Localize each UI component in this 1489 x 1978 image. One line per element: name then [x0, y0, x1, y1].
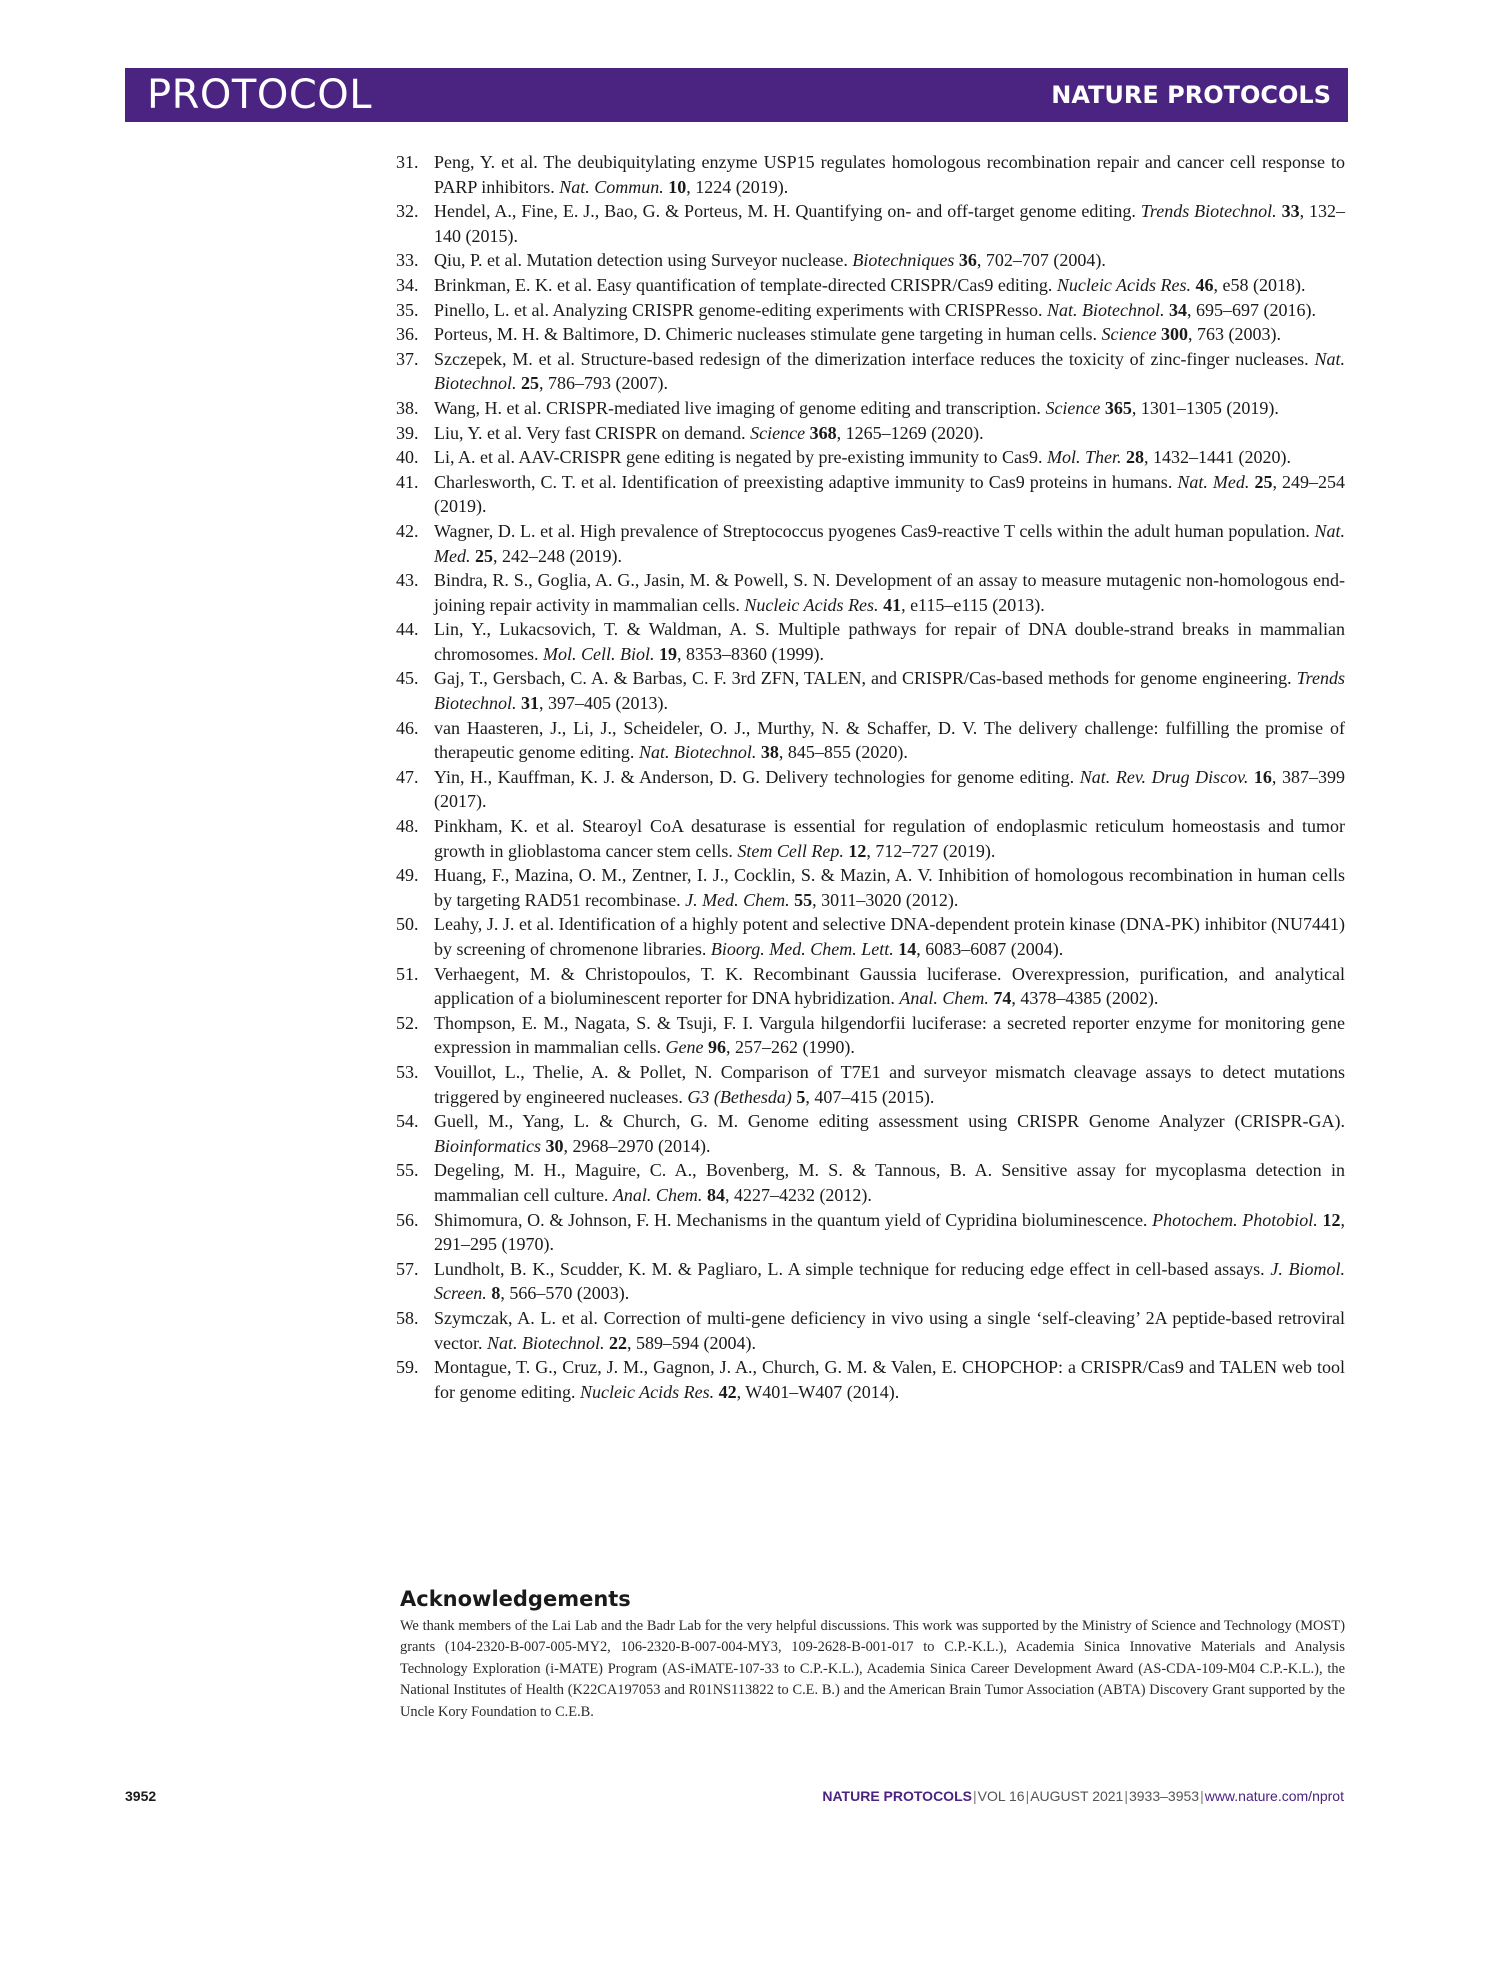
reference-volume: 14: [898, 939, 917, 959]
reference-item: [396, 150, 1345, 199]
reference-text: Peng, Y. et al. The deubiquitylating enzyme USP15 regulates homologous recombination repair and cancer cell response to PARP inhibitors.: [434, 152, 1345, 197]
reference-volume: 33: [1281, 201, 1300, 222]
reference-text: , 249–254 (2019).: [434, 471, 1346, 517]
acknowledgements-heading: Acknowledgements: [400, 1587, 631, 1611]
reference-volume: 365: [1104, 397, 1132, 418]
reference-journal: J. Biomol. Screen.: [434, 1258, 1345, 1304]
reference-list: [396, 150, 1345, 1404]
reference-item: [396, 1158, 1345, 1207]
footer-separator: |: [1200, 1788, 1204, 1804]
reference-journal: Nat. Med.: [434, 520, 1345, 566]
reference-text: Li, A. et al. AAV-CRISPR gene editing is negated by pre-existing immunity to Cas9.: [434, 447, 1047, 468]
reference-volume: 28: [1125, 447, 1144, 468]
reference-journal: Trends Biotechnol.: [1140, 201, 1277, 222]
footer-date: AUGUST 2021: [1030, 1788, 1124, 1804]
reference-text: , 4227–4232 (2012).: [724, 1184, 872, 1205]
reference-journal: Bioorg. Med. Chem. Lett.: [710, 939, 894, 959]
reference-text: Hendel, A., Fine, E. J., Bao, G. & Porteus, M. H. Quantifying on- and off-target genome editing.: [434, 201, 1141, 222]
reference-number: 31.: [396, 152, 419, 172]
reference-number: 53.: [396, 1061, 419, 1082]
reference-text: , e58 (2018).: [1213, 274, 1306, 295]
reference-text: Guell, M., Yang, L. & Church, G. M. Genome editing assessment using CRISPR Genome Analyzer (CRISPR-GA).: [434, 1111, 1345, 1132]
reference-volume: 12: [1322, 1209, 1341, 1230]
reference-text: Gaj, T., Gersbach, C. A. & Barbas, C. F. 3rd ZFN, TALEN, and CRISPR/Cas-based methods for genome engineering.: [434, 668, 1297, 689]
reference-item: [396, 347, 1345, 396]
reference-volume: 8: [491, 1283, 501, 1304]
reference-text: , 589–594 (2004).: [626, 1332, 756, 1353]
reference-text: Shimomura, O. & Johnson, F. H. Mechanisms in the quantum yield of Cypridina bioluminescence.: [434, 1209, 1153, 1230]
reference-text: , 1301–1305 (2019).: [1131, 397, 1279, 418]
reference-journal: Nat. Med.: [1177, 471, 1250, 492]
reference-journal: Nat. Rev. Drug Discov.: [1079, 766, 1249, 787]
reference-item: [396, 322, 1345, 347]
reference-item: [396, 421, 1345, 446]
reference-number: 56.: [396, 1209, 419, 1230]
reference-journal: Nucleic Acids Res.: [744, 594, 879, 615]
reference-text: , 257–262 (1990).: [725, 1037, 855, 1058]
reference-number: 52.: [396, 1012, 419, 1033]
reference-volume: 25: [520, 373, 539, 394]
reference-text: Charlesworth, C. T. et al. Identification of preexisting adaptive immunity to Cas9 proteins in humans.: [434, 471, 1178, 492]
reference-journal: Nat. Biotechnol.: [1046, 299, 1165, 320]
reference-text: Degeling, M. H., Maguire, C. A., Bovenberg, M. S. & Tannous, B. A. Sensitive assay for mycoplasma detection in mammalian cell culture.: [434, 1160, 1345, 1205]
reference-number: 34.: [396, 274, 419, 295]
reference-item: [396, 912, 1345, 961]
reference-number: 37.: [396, 348, 419, 369]
reference-text: Thompson, E. M., Nagata, S. & Tsuji, F. I. Vargula hilgendorfii luciferase: a secreted reporter enzyme for monitoring gene expression in mammalian cells.: [434, 1012, 1345, 1058]
reference-journal: Nat. Biotechnol.: [638, 742, 757, 763]
reference-text: van Haasteren, J., Li, J., Scheideler, O. J., Murthy, N. & Schaffer, D. V. The delivery challenge: fulfilling the promise of therapeutic genome editing.: [434, 717, 1345, 763]
reference-text: , e115–e115 (2013).: [901, 594, 1045, 615]
reference-volume: 31: [520, 693, 539, 714]
reference-volume: 12: [848, 840, 867, 861]
reference-text: Huang, F., Mazina, O. M., Zentner, I. J., Cocklin, S. & Mazin, A. V. Inhibition of homologous recombination in human cells by targeting RAD51 recombinase.: [434, 865, 1345, 910]
reference-journal: Nucleic Acids Res.: [579, 1381, 715, 1402]
reference-number: 40.: [396, 447, 419, 468]
reference-number: 50.: [396, 914, 419, 935]
reference-item: [396, 1208, 1345, 1257]
reference-text: , 786–793 (2007).: [538, 373, 668, 394]
reference-item: [396, 273, 1345, 298]
reference-item: [396, 199, 1345, 248]
reference-journal: Anal. Chem.: [899, 988, 989, 1009]
reference-item: [396, 568, 1345, 617]
reference-volume: 96: [707, 1037, 726, 1058]
reference-number: 42.: [396, 520, 419, 541]
reference-item: [396, 1060, 1345, 1109]
reference-item: [396, 1257, 1345, 1306]
reference-volume: 42: [718, 1381, 737, 1402]
reference-text: , 763 (2003).: [1188, 324, 1281, 345]
reference-text: Wang, H. et al. CRISPR-mediated live imaging of genome editing and transcription.: [434, 397, 1046, 418]
reference-number: 35.: [396, 299, 419, 320]
reference-journal: Gene: [665, 1037, 704, 1058]
reference-number: 39.: [396, 422, 419, 443]
footer-journal: NATURE PROTOCOLS: [822, 1788, 972, 1804]
reference-number: 49.: [396, 865, 419, 886]
page-footer: [0, 1786, 1489, 1806]
reference-item: [396, 248, 1345, 273]
reference-text: Bindra, R. S., Goglia, A. G., Jasin, M. & Powell, S. N. Development of an assay to measure mutagenic non-homologous end-joining repair activity in mammalian cells.: [434, 570, 1345, 615]
reference-number: 46.: [396, 717, 419, 738]
reference-number: 57.: [396, 1258, 419, 1279]
reference-journal: Nucleic Acids Res.: [1056, 274, 1192, 295]
reference-item: [396, 1011, 1345, 1060]
reference-item: [396, 962, 1345, 1011]
reference-text: , 702–707 (2004).: [976, 250, 1106, 271]
footer-citation: [822, 1786, 1344, 1806]
reference-text: , 2968–2970 (2014).: [563, 1135, 711, 1156]
reference-journal: Science: [1101, 324, 1157, 345]
reference-volume: 34: [1168, 299, 1187, 320]
reference-item: [396, 863, 1345, 912]
reference-item: [396, 1355, 1345, 1404]
header-banner: [125, 68, 1348, 122]
reference-number: 58.: [396, 1307, 419, 1328]
reference-item: [396, 1109, 1345, 1158]
reference-journal: Science: [1045, 397, 1101, 418]
footer-url-link[interactable]: www.nature.com/nprot: [1204, 1788, 1344, 1804]
reference-text: , 6083–6087 (2004).: [916, 939, 1064, 959]
reference-item: [396, 396, 1345, 421]
reference-number: 51.: [396, 963, 419, 984]
reference-journal: Mol. Ther.: [1046, 447, 1122, 468]
reference-text: , 8353–8360 (1999).: [676, 643, 824, 664]
reference-text: Qiu, P. et al. Mutation detection using Surveyor nuclease.: [434, 250, 853, 271]
reference-number: 33.: [396, 250, 419, 271]
reference-text: , 3011–3020 (2012).: [812, 889, 959, 910]
reference-item: [396, 716, 1345, 765]
reference-text: , 1265–1269 (2020).: [836, 422, 984, 443]
reference-journal: J. Med. Chem.: [685, 889, 790, 910]
reference-journal: Biotechniques: [852, 250, 955, 271]
reference-item: [396, 765, 1345, 814]
reference-text: , 712–727 (2019).: [866, 840, 996, 861]
reference-item: [396, 617, 1345, 666]
reference-volume: 46: [1195, 274, 1214, 295]
journal-name: NATURE PROTOCOLS: [1051, 81, 1331, 109]
page-number: 3952: [125, 1788, 157, 1804]
reference-number: 48.: [396, 816, 419, 837]
reference-volume: 74: [993, 988, 1012, 1009]
reference-volume: 30: [545, 1135, 564, 1156]
reference-journal: G3 (Bethesda): [687, 1086, 792, 1107]
reference-text: , 1432–1441 (2020).: [1143, 447, 1291, 468]
reference-journal: Science: [750, 422, 806, 443]
reference-number: 45.: [396, 668, 419, 689]
reference-journal: Mol. Cell. Biol.: [542, 643, 655, 664]
reference-volume: 84: [706, 1184, 725, 1205]
footer-separator: |: [1025, 1788, 1030, 1804]
reference-number: 36.: [396, 324, 419, 345]
reference-volume: 300: [1161, 324, 1188, 345]
reference-text: Lin, Y., Lukacsovich, T. & Waldman, A. S. Multiple pathways for repair of DNA double-strand breaks in mammalian chromosomes.: [434, 619, 1345, 664]
reference-volume: 55: [794, 889, 813, 910]
reference-text: , 1224 (2019).: [686, 176, 789, 197]
reference-text: Lundholt, B. K., Scudder, K. M. & Pagliaro, L. A simple technique for reducing edge effect in cell-based assays.: [434, 1258, 1271, 1279]
footer-pages: 3933–3953: [1128, 1788, 1200, 1804]
reference-text: Brinkman, E. K. et al. Easy quantification of template-directed CRISPR/Cas9 editing.: [434, 274, 1057, 295]
reference-number: 43.: [396, 570, 419, 591]
reference-text: Leahy, J. J. et al. Identification of a highly potent and selective DNA-dependent protein kinase (DNA-PK) inhibitor (NU7441) by screening of chromenone libraries.: [434, 914, 1345, 959]
footer-volume: VOL 16: [977, 1788, 1025, 1804]
reference-text: , 242–248 (2019).: [492, 545, 622, 566]
reference-number: 32.: [396, 201, 419, 222]
reference-item: [396, 445, 1345, 470]
reference-text: , 407–415 (2015).: [805, 1086, 935, 1107]
reference-journal: Stem Cell Rep.: [737, 840, 844, 861]
reference-item: [396, 666, 1345, 715]
reference-text: Pinello, L. et al. Analyzing CRISPR genome-editing experiments with CRISPResso.: [434, 299, 1047, 320]
acknowledgements-section: [400, 1585, 1345, 1723]
reference-volume: 22: [608, 1332, 627, 1353]
reference-volume: 25: [474, 545, 493, 566]
reference-text: , 132–140 (2015).: [434, 201, 1346, 246]
reference-text: Verhaegent, M. & Christopoulos, T. K. Recombinant Gaussia luciferase. Overexpression, purification, and analytical application of a bioluminescent reporter for DNA hybridization.: [434, 963, 1345, 1009]
reference-text: , 695–697 (2016).: [1186, 299, 1316, 320]
footer-separator: |: [1124, 1788, 1128, 1804]
reference-volume: 38: [760, 742, 779, 763]
reference-number: 55.: [396, 1160, 419, 1181]
reference-text: , 4378–4385 (2002).: [1011, 988, 1159, 1009]
reference-number: 41.: [396, 471, 419, 492]
reference-journal: Photochem. Photobiol.: [1152, 1209, 1318, 1230]
reference-text: Liu, Y. et al. Very fast CRISPR on demand.: [434, 422, 751, 443]
reference-text: Szymczak, A. L. et al. Correction of multi-gene deficiency in vivo using a single ‘self-cleaving’ 2A peptide-based retroviral vector.: [434, 1307, 1345, 1353]
reference-number: 47.: [396, 766, 419, 787]
reference-volume: 36: [958, 250, 977, 271]
reference-text: , W401–W407 (2014).: [736, 1381, 900, 1402]
reference-item: [396, 298, 1345, 323]
reference-journal: Anal. Chem.: [612, 1184, 703, 1205]
reference-text: Montague, T. G., Cruz, J. M., Gagnon, J. A., Church, G. M. & Valen, E. CHOPCHOP: a CRISPR/Cas9 and TALEN web tool for genome editing.: [434, 1357, 1345, 1402]
reference-text: Yin, H., Kauffman, K. J. & Anderson, D. G. Delivery technologies for genome editing.: [434, 766, 1080, 787]
reference-volume: 25: [1254, 471, 1273, 492]
reference-journal: Trends Biotechnol.: [434, 668, 1345, 714]
reference-number: 44.: [396, 619, 419, 640]
reference-text: Wagner, D. L. et al. High prevalence of Streptococcus pyogenes Cas9-reactive T cells within the adult human population.: [434, 520, 1315, 541]
reference-journal: Nat. Biotechnol.: [434, 348, 1345, 394]
reference-volume: 41: [883, 594, 902, 615]
reference-item: [396, 519, 1345, 568]
reference-item: [396, 814, 1345, 863]
reference-text: , 291–295 (1970).: [434, 1209, 1346, 1255]
reference-text: Vouillot, L., Thelie, A. & Pollet, N. Comparison of T7E1 and surveyor mismatch cleavage assays to detect mutations triggered by engineered nucleases.: [434, 1061, 1345, 1107]
reference-journal: Nat. Commun.: [559, 176, 664, 197]
reference-number: 54.: [396, 1111, 419, 1132]
reference-text: , 397–405 (2013).: [538, 693, 668, 714]
reference-number: 59.: [396, 1357, 419, 1378]
footer-separator: |: [972, 1788, 977, 1804]
reference-journal: Nat. Biotechnol.: [486, 1332, 605, 1353]
reference-text: , 566–570 (2003).: [500, 1283, 630, 1304]
reference-item: [396, 470, 1345, 519]
reference-volume: 16: [1253, 766, 1272, 787]
reference-text: Pinkham, K. et al. Stearoyl CoA desaturase is essential for regulation of endoplasmic reticulum homeostasis and tumor growth in glioblastoma cancer stem cells.: [434, 816, 1345, 861]
reference-text: , 387–399 (2017).: [434, 766, 1346, 812]
reference-journal: Bioinformatics: [434, 1135, 541, 1156]
reference-volume: 5: [796, 1086, 806, 1107]
acknowledgements-text: We thank members of the Lai Lab and the Badr Lab for the very helpful discussions. This work was supported by the Ministry of Science and Technology (MOST) grants (104-2320-B-007-005-MY2, 106-2320-B-007-004-MY3, 109-2628-B-001-017 to C.P.-K.L.), Academia Sinica Innovative Materials and Analysis Technology Exploration (i-MATE) Program (AS-iMATE-107-33 to C.P.-K.L.), Academia Sinica Career Development Award (AS-CDA-109-M04 C.P.-K.L.), the National Institutes of Health (K22CA197053 and R01NS113822 to C.E. B.) and the American Brain Tumor Association (ABTA) Discovery Grant supported by the Uncle Kory Foundation to C.E.B.: [400, 1618, 1345, 1720]
reference-text: Szczepek, M. et al. Structure-based redesign of the dimerization interface reduces the toxicity of zinc-finger nucleases.: [434, 348, 1315, 369]
reference-text: , 845–855 (2020).: [778, 742, 908, 763]
reference-volume: 10: [668, 176, 687, 197]
reference-volume: 19: [658, 643, 677, 664]
reference-number: 38.: [396, 397, 419, 418]
reference-item: [396, 1306, 1345, 1355]
reference-text: Porteus, M. H. & Baltimore, D. Chimeric nucleases stimulate gene targeting in human cells.: [434, 324, 1102, 345]
reference-volume: 368: [809, 422, 837, 443]
section-label: PROTOCOL: [147, 72, 373, 118]
